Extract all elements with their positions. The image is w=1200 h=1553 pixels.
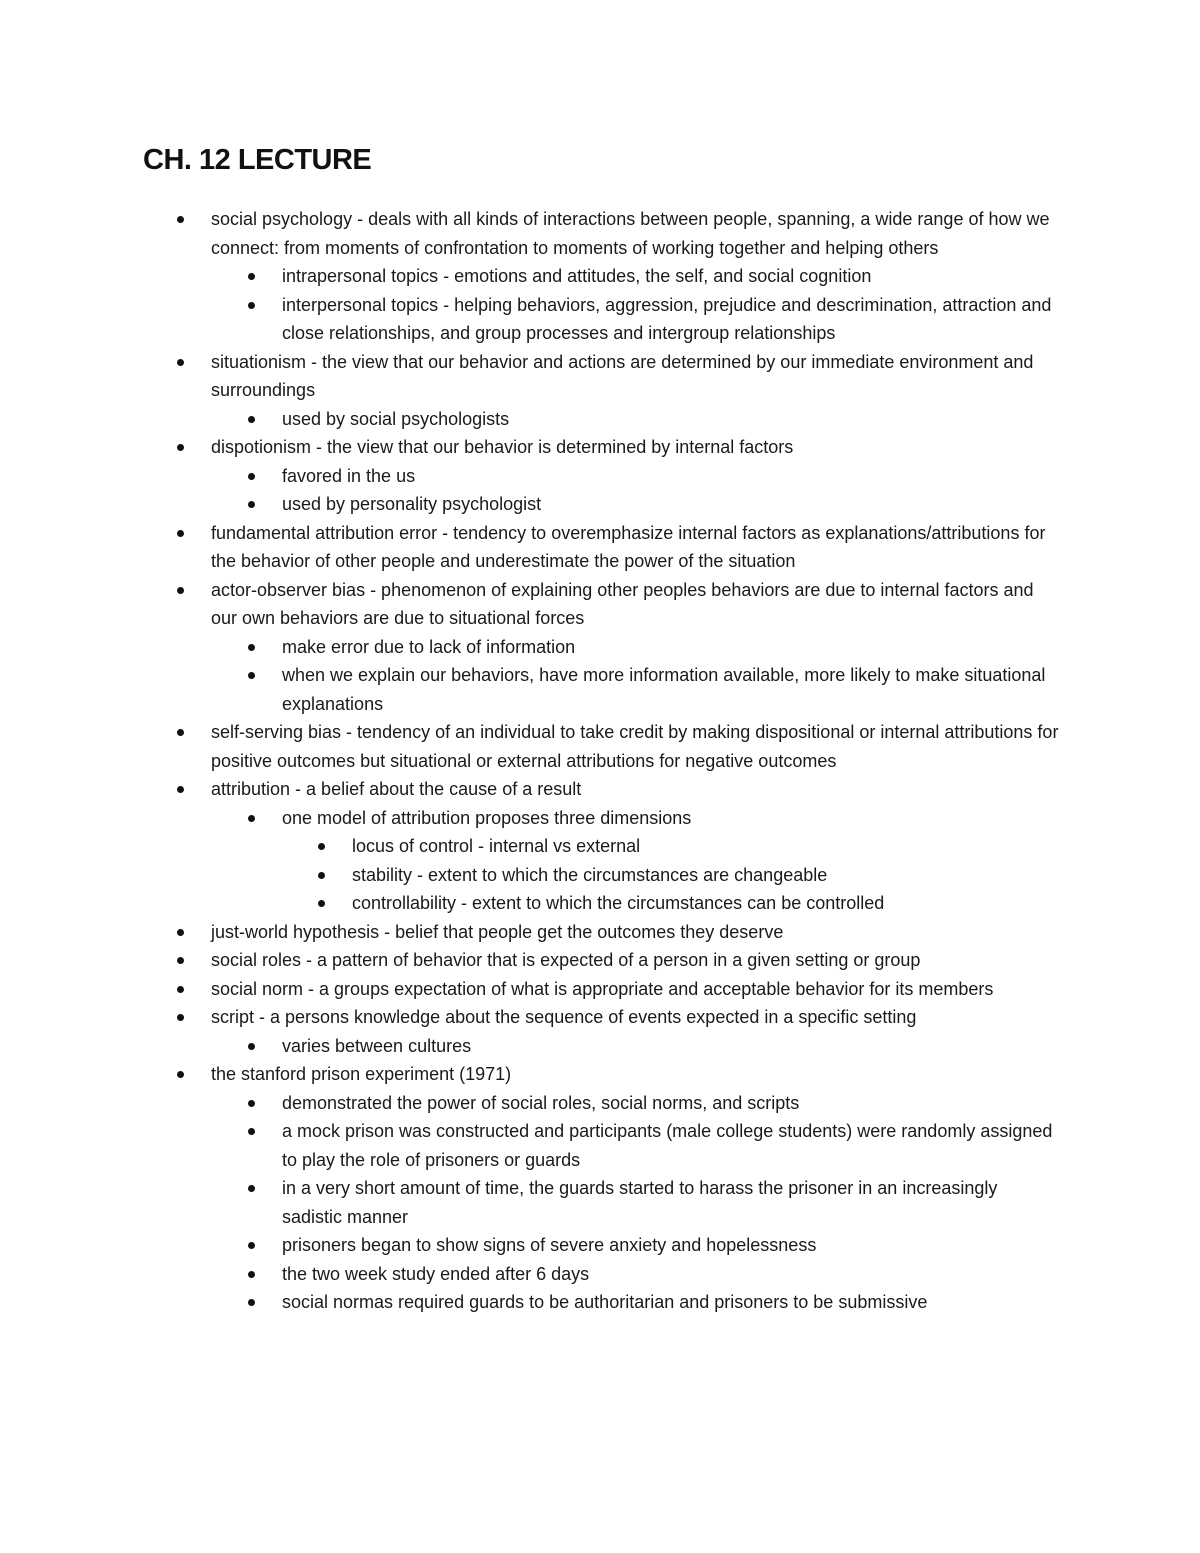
bullet-icon [177, 786, 184, 793]
list-item-text: just-world hypothesis - belief that people get the outcomes they deserve [211, 921, 784, 942]
bullet-icon [248, 1128, 255, 1135]
list-item-text: social normas required guards to be authoritarian and prisoners to be submissive [282, 1292, 928, 1312]
list-item-text: used by personality psychologist [282, 494, 542, 514]
bullet-icon [248, 1299, 255, 1306]
list-item [211, 433, 1061, 462]
bullet-icon [248, 1242, 255, 1249]
bullet-icon [177, 587, 184, 594]
list-item [211, 1003, 1061, 1032]
list-item [211, 718, 1061, 775]
list-item-text: social roles - a pattern of behavior that is expected of a person in a given setting or group [211, 950, 921, 970]
bullet-icon [248, 416, 255, 423]
list-item-text: in a very short amount of time, the guards started to harass the prisoner in an increasingly sadistic manner [282, 1178, 998, 1227]
list-item [352, 832, 1061, 861]
list-item-text: one model of attribution proposes three dimensions [282, 807, 692, 828]
list-item [282, 1174, 1061, 1231]
bullet-icon [248, 1043, 255, 1050]
bullet-icon [248, 1100, 255, 1107]
bullet-icon [177, 957, 184, 964]
list-item [211, 975, 1061, 1004]
bullet-icon [318, 872, 325, 879]
list-item-text: when we explain our behaviors, have more information available, more likely to make situational explanations [282, 665, 1046, 714]
bullet-icon [318, 843, 325, 850]
list-item [282, 490, 1061, 519]
list-item [282, 661, 1061, 718]
bullet-icon [248, 815, 255, 822]
bullet-icon [248, 1271, 255, 1278]
list-item-text: actor-observer bias - phenomenon of explaining other peoples behaviors are due to internal factors and our own behaviors are due to situational forces [211, 579, 1034, 628]
bullet-icon [177, 986, 184, 993]
list-item [211, 946, 1061, 975]
list-item [211, 918, 1061, 947]
bullet-icon [248, 644, 255, 651]
list-item-text: dispotionism - the view that our behavior is determined by internal factors [211, 437, 794, 457]
list-item [211, 775, 1061, 804]
list-item-text: attribution - a belief about the cause of a result [211, 779, 582, 799]
bullet-icon [177, 444, 184, 451]
list-item-text: locus of control - internal vs external [352, 836, 641, 856]
list-item [282, 1089, 1061, 1118]
bullet-icon [248, 273, 255, 280]
list-item [352, 889, 1061, 918]
list-item [211, 576, 1061, 633]
list-item-text: the stanford prison experiment (1971) [211, 1064, 512, 1084]
list-item-text: social psychology - deals with all kinds of interactions between people, spanning, a wide range of how we connect: from moments of confrontation to moments of working together and helping others [211, 209, 1050, 258]
bullet-icon [318, 900, 325, 907]
list-item [282, 1231, 1061, 1260]
bullet-icon [177, 359, 184, 366]
list-item-text: prisoners began to show signs of severe anxiety and hopelessness [282, 1235, 817, 1255]
list-item [282, 462, 1061, 491]
list-item [211, 348, 1061, 405]
bullet-icon [248, 501, 255, 508]
bullet-icon [177, 216, 184, 223]
list-item [211, 1060, 1061, 1089]
list-item [211, 205, 1061, 262]
list-item-text: make error due to lack of information [282, 636, 576, 657]
list-item-text: the two week study ended after 6 days [282, 1263, 590, 1284]
list-item [282, 1260, 1061, 1289]
bullet-icon [248, 672, 255, 679]
bullet-icon [177, 1014, 184, 1021]
bullet-icon [177, 530, 184, 537]
list-item [282, 1117, 1061, 1174]
list-item-text: a mock prison was constructed and participants (male college students) were randomly assigned to play the role of prisoners or guards [282, 1121, 1053, 1170]
list-item-text: script - a persons knowledge about the sequence of events expected in a specific setting [211, 1007, 917, 1027]
list-item-text: situationism - the view that our behavior and actions are determined by our immediate environment and surroundings [211, 351, 1034, 400]
list-item-text: interpersonal topics - helping behaviors, aggression, prejudice and descrimination, attraction and close relationships, and group processes and intergroup relationships [282, 294, 1052, 343]
list-item-text: demonstrated the power of social roles, social norms, and scripts [282, 1092, 800, 1113]
list-item-text: intrapersonal topics - emotions and attitudes, the self, and social cognition [282, 266, 872, 286]
list-item-text: used by social psychologists [282, 408, 510, 429]
list-item-text: fundamental attribution error - tendency to overemphasize internal factors as explanations/attributions for the behavior of other people and underestimate the power of the situation [211, 522, 1046, 571]
bullet-icon [248, 302, 255, 309]
bullet-icon [248, 473, 255, 480]
list-item-text: self-serving bias - tendency of an individual to take credit by making dispositional or internal attributions for positive outcomes but situational or external attributions for negative outcomes [211, 722, 1059, 771]
list-item [282, 1288, 1061, 1317]
list-item-text: stability - extent to which the circumstances are changeable [352, 864, 828, 885]
lecture-notes-list [0, 205, 1200, 1317]
list-item [211, 519, 1061, 576]
list-item [282, 405, 1061, 434]
list-item [282, 291, 1061, 348]
list-item [282, 804, 1061, 833]
list-item [282, 262, 1061, 291]
list-item-text: social norm - a groups expectation of what is appropriate and acceptable behavior for its members [211, 978, 994, 999]
list-item-text: favored in the us [282, 465, 416, 486]
list-item [352, 861, 1061, 890]
list-item-text: controllability - extent to which the circumstances can be controlled [352, 893, 885, 913]
bullet-icon [177, 1071, 184, 1078]
bullet-icon [248, 1185, 255, 1192]
bullet-icon [177, 929, 184, 936]
page-title: CH. 12 LECTURE [143, 144, 372, 176]
list-item [282, 633, 1061, 662]
bullet-icon [177, 729, 184, 736]
list-item [282, 1032, 1061, 1061]
list-item-text: varies between cultures [282, 1035, 472, 1056]
